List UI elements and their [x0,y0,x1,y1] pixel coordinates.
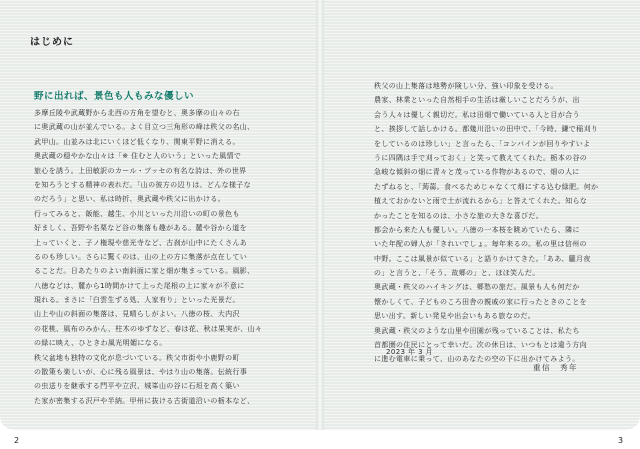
text-line: た家が密集する沢戸や半納。甲州に抜ける古街道沿いの栃本など、 [34,396,255,405]
text-line: 会う人々は優しく親切だ。私は田畑で働いている人と目が合う [374,110,580,119]
left-page [0,0,316,430]
text-line: 植えておかないと雨で土が流れるから」と答えてくれた。知らな [374,197,588,206]
text-line: 懐かしくて、子どものころ田舎の親戚の家に行ったときのことを [374,297,588,306]
text-line: 急峻な傾斜の畑に青々と茂っている作物があるので、畑の人に [374,168,580,177]
text-line: 農家、林業といった自然相手の生活は厳しいことだろうが、出 [374,96,580,105]
text-line: 奥武蔵の穏やかな山々は「※ 住むと人のいう」といった風情で [34,152,242,161]
text-line: うに四隅は手で刈っておく」と笑って教えてくれた。栃本の谷の [374,153,588,162]
page-number-right: 3 [618,436,624,445]
page-number-left: 2 [14,436,20,445]
text-line: たずねると、「蒟蒻。食べるためじゃなくて畑にする込む緑肥。何か [374,182,599,191]
text-line: に奥武蔵の山が並んでいる。よく目立つ三角形の峰は秩父の名山、 [34,123,255,132]
text-line: 現れる。まさに「白雲生ずる処、人家有り」といった光景だ。 [34,296,240,305]
text-line: をしているのは珍しい」と言ったら、「コンバインが回りやすいよ [374,139,591,148]
text-line: に進む電車に乗って、山のあなたの空の下に出かけてみよう。 [374,355,580,364]
text-line: の花桃、風布のみかん、柱木のゆずなど、春は花、秋は果実が、山々 [34,324,263,333]
date: 2023 年 3 月 [386,348,433,356]
text-line: 奥武蔵・秩父のハイキングは、郷愁の旅だ。風景も人も何だか [374,283,580,292]
text-line: 上っていくと、子ノ権現や慈光寺など、古刹が山中にたくさんあ [34,238,248,247]
text-line: 首都圏の住民にとって幸いだ。次の休日は、いつもとは違う方向 [374,341,588,350]
text-line: の散策も楽しいが、心に残る風景は、やはり山の集落。伝統行事 [34,368,248,377]
text-line: のだろう」と思い、私は時折、奥武蔵や秩父に出かける。 [34,195,226,204]
text-line: 八徳などは、麓から1時間かけて上った尾根の上に家々が不意に [34,281,245,290]
text-line: の」と言うと、「そう、故郷の」と、ほほ笑んだ。 [374,269,540,278]
text-line: の緑に映え、ひときわ風光明媚になる。 [34,339,167,348]
text-line: るのも珍しい。さらに驚くのは、山の上の方に集落が点在してい [34,252,248,261]
text-line: の虫送りを継承する門平や立沢、城峯山の谷に石垣を高く築い [34,382,240,391]
text-line: いた年配の婦人が「きれいでしょ。毎年来るの。私の里は信州の [374,240,587,249]
book-gutter [316,0,324,430]
text-line: 中野。ここは風景が似ている」と語りかけてきた。「ああ、朧月夜 [374,254,591,263]
text-line: 都会から来た人も優しい。八徳の一本桜を眺めていたら、隣に [374,225,580,234]
text-line: 秩父盆地も独特の文化が息づいている。秩父市街や小鹿野の町 [34,353,240,362]
text-line: 武甲山。山並みは北にいくほど低くなり、関東平野に消える。 [34,137,240,146]
right-body-text [374,79,614,367]
text-line: と、挨拶して話しかける。都幾川沿いの田中で、「今時、鎌で稲刈り [374,125,599,134]
text-line: 秩父の山上集落は地勢が険しい分、強い印象を受ける。 [374,82,558,90]
text-line: 多摩丘陵や武蔵野から北西の方角を望むと、奥多摩の山々の右 [34,109,240,117]
text-line: 思い出す。新しい発見や出会いもある旅なのだ。 [374,312,536,321]
text-line: かったことを知るのは、小さな旅の大きな喜びだ。 [374,211,544,220]
text-line: 行ってみると、飯能、越生、小川といった川沿いの町の景色も [34,209,240,218]
chapter-heading: はじめに [30,37,74,48]
text-line: 好ましく、吾野や名栗など谷の集落も趣がある。麓や谷から道を [34,224,248,233]
text-line: 奥武蔵・秩父のような山里や田園が残っていることは、私たち [374,326,580,335]
text-line: ることだ。日あたりのよい南斜面に家と畑が集まっている。風影、 [34,267,255,276]
section-title: 野に出れば、景色も人もみな優しい [34,91,195,102]
author-name: 重信 秀年 [533,363,578,372]
text-line: を知ろうとする精神の表れだ。「山の彼方の辺りは、どんな様子な [34,180,251,189]
left-body-text [34,106,300,408]
text-line: 山上や山の斜面の集落は、見晴らしがよい。八徳の桜、大内沢 [34,310,240,319]
text-line: 旅心を誘う。上田敏訳のカール・ブッセの有名な詩は、外の世界 [34,166,247,175]
